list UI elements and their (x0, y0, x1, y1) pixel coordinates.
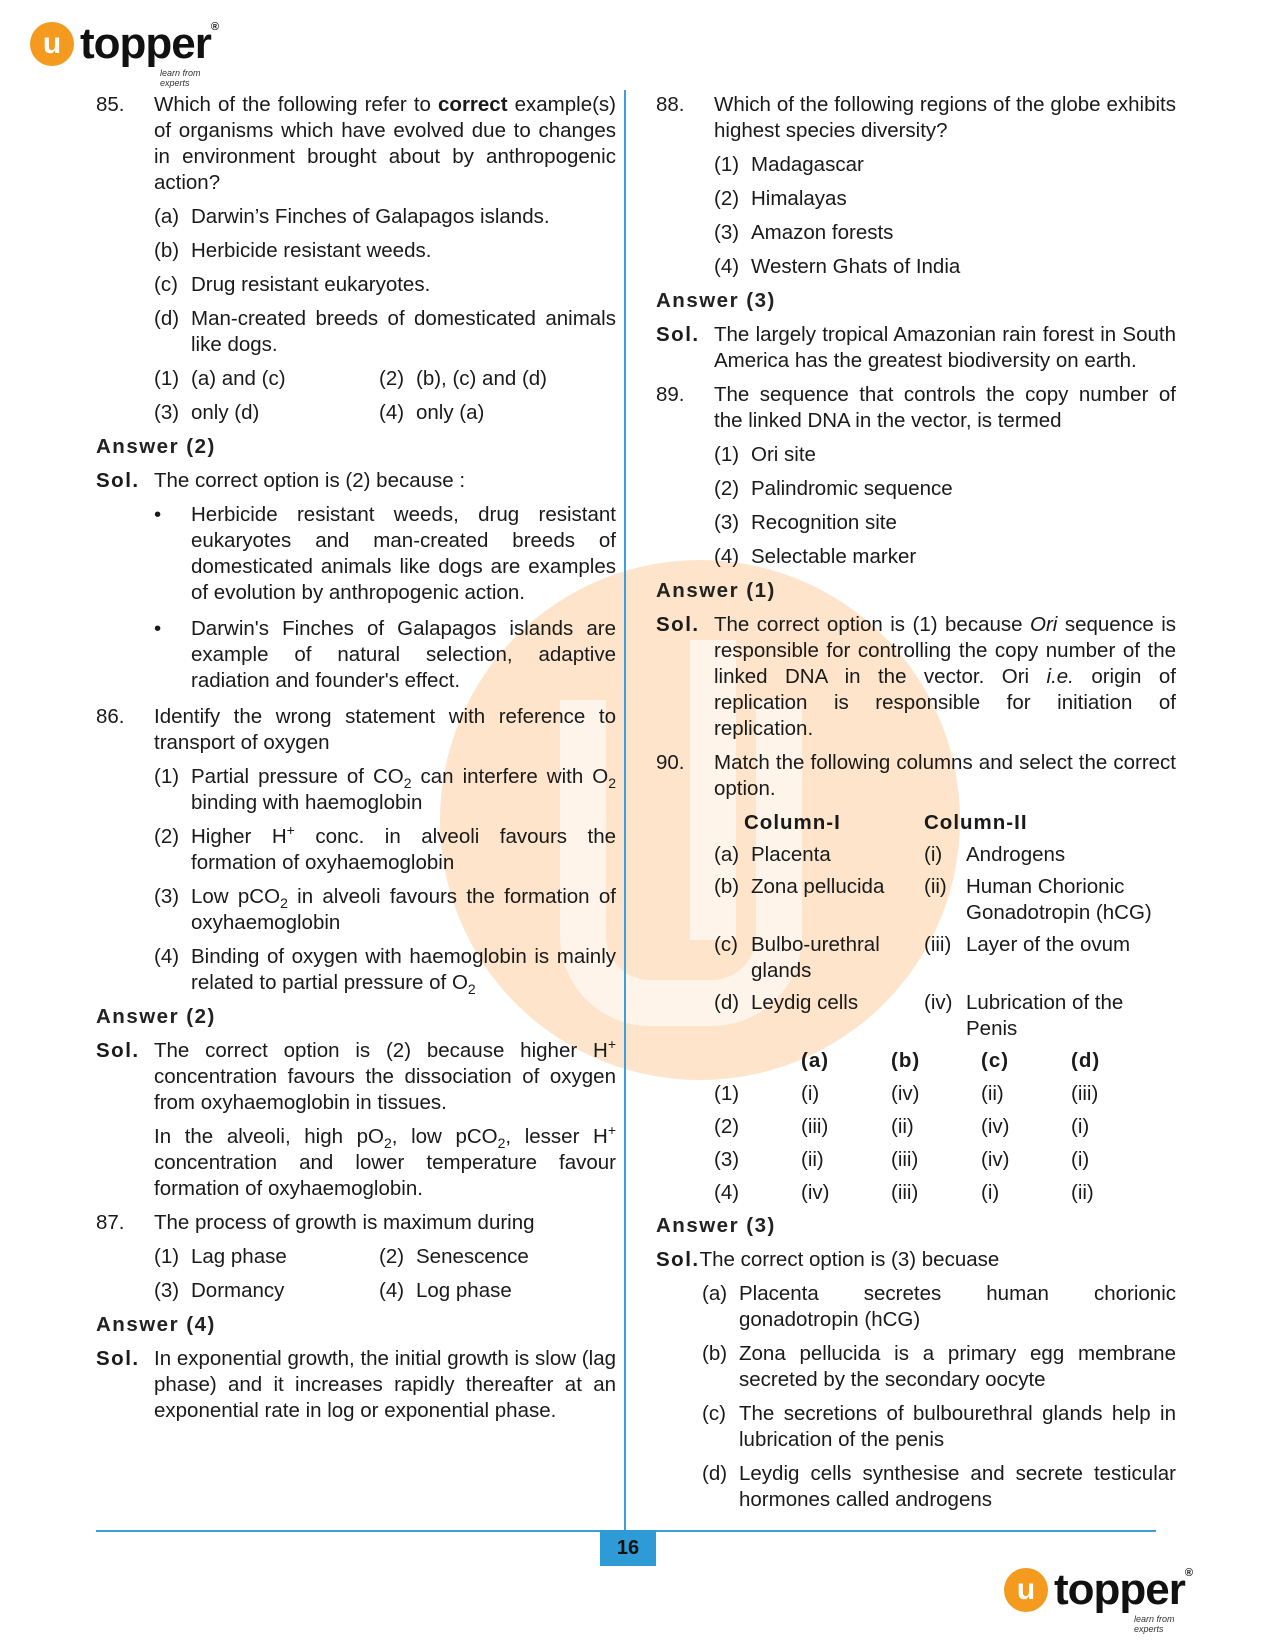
q86-solution-para-2: In the alveoli, high $pO_2$, low pCO$_2$, lesser H+ concentration and lower temperature favour formation of oxyhaemoglobin. (154, 1122, 617, 1200)
q90-match-row: (d) Leydig cells (iv) Lubrication of the Penis (714, 991, 1124, 1040)
q85-statement: (c) Drug resistant eukaryotes. (154, 273, 431, 296)
q85-bullet-2: • Darwin's Finches of Galapagos islands are example of natural selection, adaptive radiation and founder's effect. (154, 617, 616, 692)
q86-option-2: (2) Higher H+ conc. in alveoli favours the formation of oxyhaemoglobin (154, 822, 616, 874)
q90-grid-row: (4) (iv) (iii) (i) (ii) (714, 1181, 1094, 1204)
topper-mark-icon: u (1004, 1568, 1048, 1612)
topper-wordmark: topper® (1054, 1565, 1192, 1614)
q89-option-1: (1) Ori site (714, 443, 816, 466)
q85-options-row-2: (3) only (d) (4) only (a) (154, 401, 485, 424)
left-column (96, 92, 616, 1432)
q89-option-2: (2) Palindromic sequence (714, 477, 953, 500)
q87-answer: Answer (4) (96, 1313, 216, 1336)
question-85: 85. Which of the following refer to correct example(s) of organisms which have evolved due to changes in environment brought about by anthropogenic action? (96, 93, 616, 194)
right-column (656, 92, 1176, 1521)
q90-explain-item: (b) Zona pellucida is a primary egg membrane secreted by the secondary oocyte (702, 1342, 1176, 1391)
topper-tagline: learn from experts (1134, 1614, 1175, 1634)
q90-grid-row: (1) (i) (iv) (ii) (iii) (714, 1082, 1099, 1105)
q88-option-2: (2) Himalayas (714, 187, 847, 210)
q85-options-row-1: (1) (a) and (c) (2) (b), (c) and (d) (154, 367, 547, 390)
q90-match-row: (c) Bulbo-urethral glands (iii) Layer of the ovum (714, 933, 1131, 982)
q85-answer: Answer (2) (96, 435, 216, 458)
q90-match-table (714, 810, 1176, 1042)
question-89: 89. The sequence that controls the copy number of the linked DNA in the vector, is termed (656, 383, 1176, 432)
q87-options-row-2: (3) Dormancy (4) Log phase (154, 1279, 512, 1302)
q90-answer: Answer (3) (656, 1214, 776, 1237)
q88-option-1: (1) Madagascar (714, 153, 864, 176)
topper-tagline: learn from experts (160, 68, 201, 88)
question-87: 87. The process of growth is maximum during (96, 1211, 535, 1234)
q90-explain-item: (a) Placenta secretes human chorionic gonadotropin (hCG) (702, 1282, 1176, 1331)
q90-explain-item: (c) The secretions of bulbourethral glands help in lubrication of the penis (702, 1402, 1176, 1451)
q90-grid-header: (a) (b) (c) (d) (801, 1049, 1101, 1072)
q85-statement: (b) Herbicide resistant weeds. (154, 239, 432, 262)
q85-statement: (d) Man-created breeds of domesticated animals like dogs. (154, 307, 616, 356)
q87-solution: Sol. In exponential growth, the initial growth is slow (lag phase) and it increases rapidly thereafter at an exponential rate in log or exponential phase. (96, 1347, 616, 1422)
q90-grid-row: (2) (iii) (ii) (iv) (i) (714, 1115, 1090, 1138)
q90-solution: Sol. The correct option is (3) becuase (656, 1248, 1000, 1271)
column-divider (624, 90, 626, 1530)
topper-logo-bottom (1004, 1565, 1192, 1634)
question-88: 88. Which of the following regions of the globe exhibits highest species diversity? (656, 93, 1176, 142)
q85-statement: (a) Darwin’s Finches of Galapagos islands. (154, 205, 550, 228)
q90-explain-item: (d) Leydig cells synthesise and secrete testicular hormones called androgens (702, 1462, 1176, 1511)
q86-solution: Sol. The correct option is (2) because higher H+ concentration favours the dissociation of oxygen from oxyhaemoglobin in tissues. (96, 1036, 616, 1114)
q87-options-row-1: (1) Lag phase (2) Senescence (154, 1245, 529, 1268)
question-86: 86. Identify the wrong statement with reference to transport of oxygen (96, 705, 616, 754)
q86-option-4: (4) Binding of oxygen with haemoglobin is mainly related to partial pressure of $O_2$ (154, 945, 616, 998)
q88-option-4: (4) Western Ghats of India (714, 255, 961, 278)
q86-option-3: (3) Low pCO$_2$ in alveoli favours the formation of oxyhaemoglobin (154, 885, 616, 934)
q88-solution: Sol. The largely tropical Amazonian rain forest in South America has the greatest biodiversity on earth. (656, 323, 1176, 372)
q85-solution: Sol. The correct option is (2) because : (96, 469, 466, 492)
q89-option-3: (3) Recognition site (714, 511, 897, 534)
topper-logo-top (30, 19, 218, 88)
q90-match-row: (a) Placenta (i) Androgens (714, 843, 1066, 866)
question-90: 90. Match the following columns and select the correct option. (656, 751, 1176, 800)
q89-solution: Sol. The correct option is (1) because Ori sequence is responsible for controlling the copy number of the linked DNA in the vector. Ori i.e. origin of replication is responsible for initiation of replication. (656, 613, 1176, 740)
q89-option-4: (4) Selectable marker (714, 545, 917, 568)
q89-answer: Answer (1) (656, 579, 776, 602)
q86-answer: Answer (2) (96, 1005, 216, 1028)
q86-option-1: (1) Partial pressure of $CO_2$ can interfere with $O_2$ binding with haemoglobin (154, 765, 616, 814)
q90-column-headers: Column-I Column-II (744, 811, 1028, 834)
q88-option-3: (3) Amazon forests (714, 221, 894, 244)
q90-match-row: (b) Zona pellucida (ii) Human Chorionic Gonadotropin (hCG) (714, 875, 1152, 924)
page-number: 16 (600, 1530, 656, 1566)
q85-bullet-1: • Herbicide resistant weeds, drug resistant eukaryotes and man-created breeds of domesticated animals like dogs are examples of evolution by anthropogenic action. (154, 503, 616, 604)
topper-mark-icon: u (30, 22, 74, 66)
topper-wordmark: topper® (80, 19, 218, 68)
q88-answer: Answer (3) (656, 289, 776, 312)
q90-grid-row: (3) (ii) (iii) (iv) (i) (714, 1148, 1090, 1171)
